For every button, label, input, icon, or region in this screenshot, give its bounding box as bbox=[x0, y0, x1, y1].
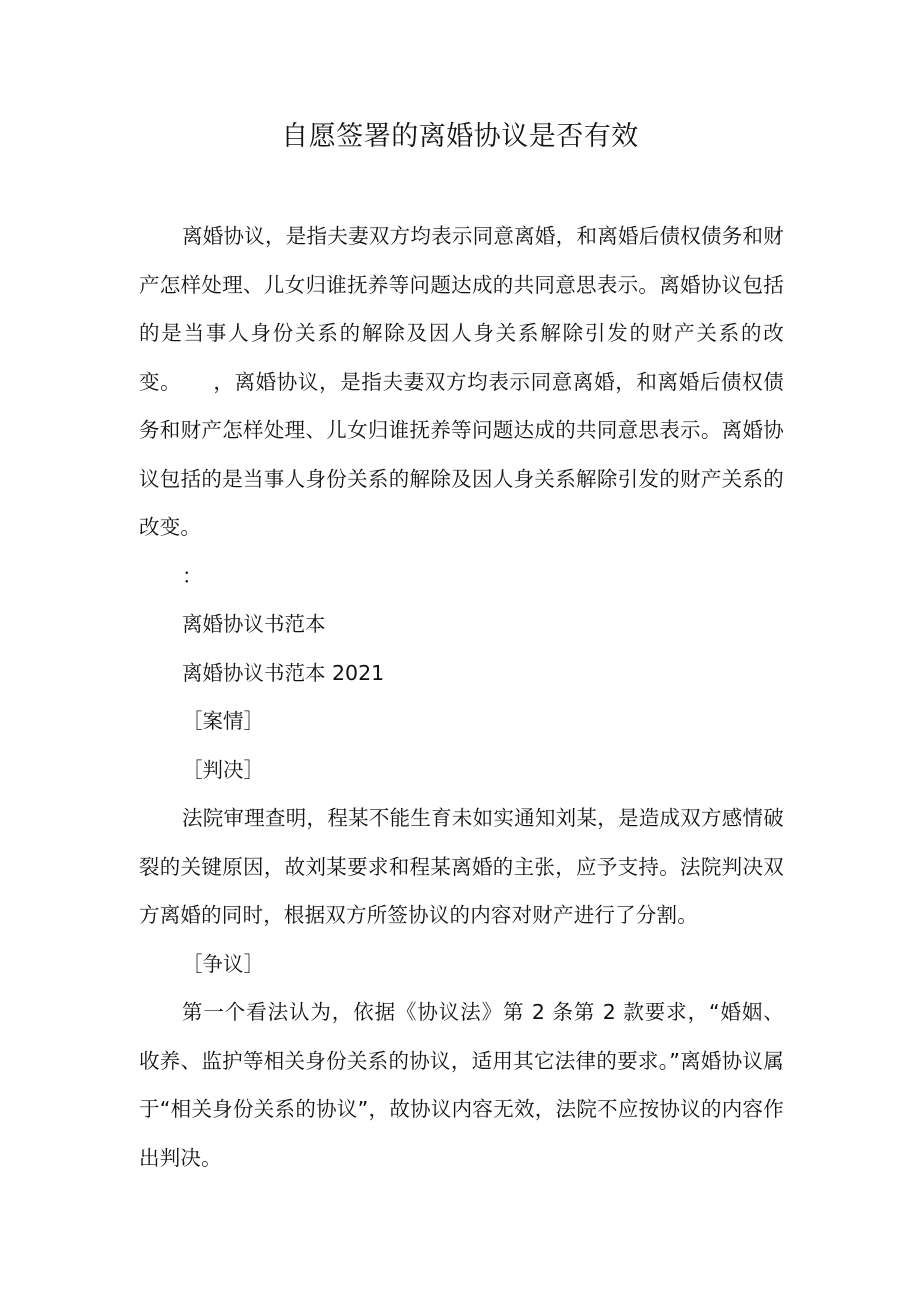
colon-line: ： bbox=[182, 563, 203, 588]
section-heading-case: ［案情］ bbox=[182, 709, 264, 733]
section-heading-dispute: ［争议］ bbox=[182, 951, 264, 976]
paragraph-definition: 离婚协议，是指夫妻双方均表示同意离婚，和离婚后债权债务和财产怎样处理、儿女归谁抚养等问题达成的共同意思表示。离婚协议包括的是当事人身份关系的解除及因人身关系解除引发的财产关系的改变。 ，离婚协议，是指夫妻双方均表示同意离婚，和离婚后债权债务和财产怎样处理、儿女归谁抚养等问题达成的共同意思表示。离婚协议包括的是当事人身份关系的解除及因人身关系解除引发的财产关系的改变。 bbox=[139, 224, 784, 539]
paragraph-judgment: 法院审理查明，程某不能生育未如实通知刘某，是造成双方感情破裂的关键原因，故刘某要求和程某离婚的主张，应予支持。法院判决双方离婚的同时，根据双方所签协议的内容对财产进行了分割。 bbox=[139, 806, 784, 927]
sample-title-year: 离婚协议书范本 2021 bbox=[182, 660, 385, 685]
section-heading-judgment: ［判决］ bbox=[182, 757, 264, 782]
document-body bbox=[139, 212, 784, 1182]
document-title: 自愿签署的离婚协议是否有效 bbox=[281, 121, 639, 152]
sample-title: 离婚协议书范本 bbox=[182, 612, 326, 636]
paragraph-dispute: 第一个看法认为，依据《协议法》第 2 条第 2 款要求，“婚姻、收养、监护等相关身份关系的协议，适用其它法律的要求。”离婚协议属于“相关身份关系的协议”，故协议内容无效，法院不应按协议的内容作出判决。 bbox=[139, 1000, 784, 1170]
